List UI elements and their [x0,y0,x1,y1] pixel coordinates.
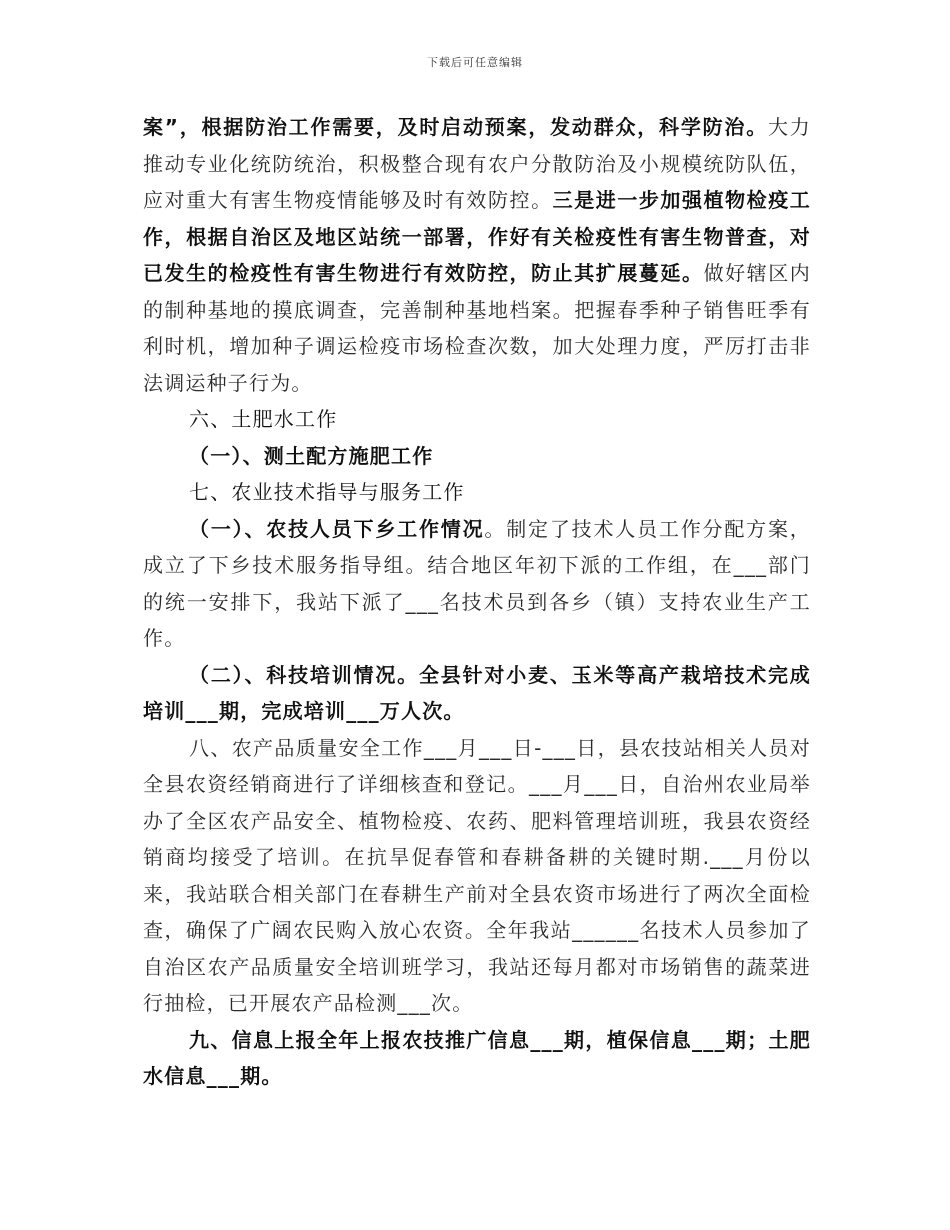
bold-text: 案”，根据防治工作需要，及时启动预案，发动群众，科学防治。 [143,115,768,139]
paragraph-plant-protection [143,109,811,401]
paragraph-8: 八、农产品质量安全工作___月___日-___日，县农技站相关人员对全县农资经销商进行了详细核查和登记。___月___日，自治州农业局举办了全区农产品安全、植物检疫、农药、肥料管理培训班，我县农资经销商均接受了培训。在抗旱促春管和春耕备耕的关键时期.___月份以来，我站联合相关部门在春耕生产前对全县农资市场进行了两次全面检查，确保了广阔农民购入放心农资。全年我站______名技术人员参加了自治区农产品质量安全培训班学习，我站还每月都对市场销售的蔬菜进行抽检，已开展农产品检测___次。 [143,735,811,1015]
paragraph-7-2: （二）、科技培训情况。全县针对小麦、玉米等高产栽培技术完成培训___期，完成培训___万人次。 [143,662,811,723]
bold-text: （一）、农技人员下乡工作情况 [189,516,485,541]
page-header: 下载后可任意编辑 [427,56,523,69]
body-text: 做好辖区内的制种基地的摸底调查，完善制种基地档案。把握春季种子销售旺季有利时机，增加种子调运检疫市场检查次数，加大处理力度，严厉打击非法调运种子行为。 [143,261,812,395]
section-heading-7: 七、农业技术指导与服务工作 [189,480,465,504]
body-text: 大力推动专业化统防统治，积极整合现有农户分散防治及小规模统防队伍，应对重大有害生物疫情能够及时有效防控。 [143,115,811,212]
paragraph-9: 九、信息上报全年上报农技推广信息___期，植保信息___期；土肥水信息___期。 [143,1027,811,1088]
subsection-heading-6-1: （一）、测土配方施肥工作 [189,443,434,468]
section-heading-6: 六、土肥水工作 [189,407,338,431]
bold-text: 三是进一步加强植物检疫工作，根据自治区及地区站统一部署，作好有关检疫性有害生物普查，对已发生的检疫性有害生物进行有效防控，防止其扩展蔓延。 [143,188,811,285]
paragraph-7-1 [143,511,811,657]
document-body [143,109,811,1095]
body-text: 。制定了技术人员工作分配方案，成立了下乡技术服务指导组。结合地区年初下派的工作组，在___部门的统一安排下，我站下派了___名技术员到各乡（镇）支持农业生产工作。 [143,516,811,650]
